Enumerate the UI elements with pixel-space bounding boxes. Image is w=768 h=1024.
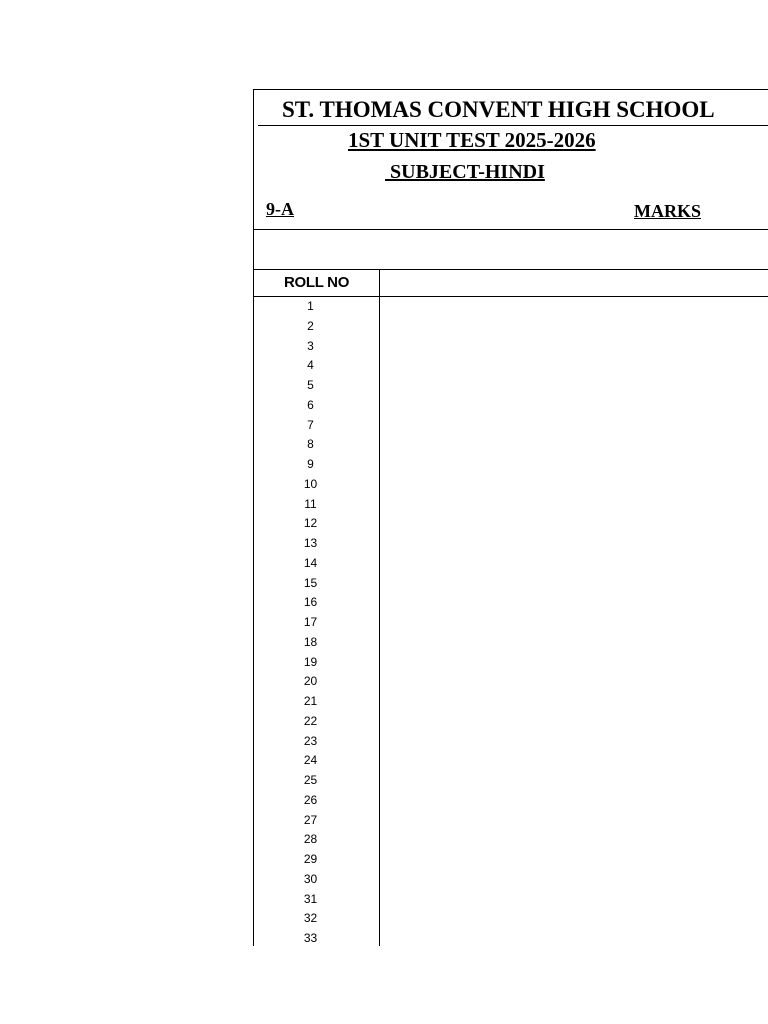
roll-number-cell: 14 — [303, 555, 318, 570]
roll-number-cell: 31 — [303, 891, 318, 906]
roll-number-cell: 18 — [303, 634, 318, 649]
roll-number-cell: 20 — [303, 674, 318, 689]
roll-number-cell: 3 — [307, 338, 314, 353]
roll-number-cell: 17 — [303, 615, 318, 629]
roll-number-cell: 30 — [303, 871, 318, 886]
roll-number-cell: 6 — [307, 397, 314, 412]
roll-number-cell: 29 — [303, 852, 318, 866]
subject-title: SUBJECT-HINDI — [385, 161, 545, 183]
roll-number-cell: 5 — [307, 378, 314, 392]
roll-number-cell: 1 — [307, 299, 314, 313]
roll-number-cell: 23 — [303, 733, 318, 748]
roll-number-cell: 7 — [307, 417, 314, 432]
roll-number-cell: 25 — [303, 773, 318, 787]
roll-number-cell: 27 — [303, 812, 318, 827]
test-title: 1ST UNIT TEST 2025-2026 — [348, 128, 596, 152]
roll-no-header: ROLL NO — [283, 274, 350, 291]
marks-label: MARKS — [634, 201, 701, 221]
divider-line — [254, 229, 768, 230]
roll-number-list — [254, 297, 367, 946]
roll-number-cell: 4 — [307, 358, 314, 373]
roll-number-cell: 26 — [303, 792, 318, 807]
marks-sheet — [253, 89, 768, 946]
roll-number-cell: 19 — [303, 654, 318, 669]
roll-number-cell: 10 — [303, 476, 318, 491]
class-label: 9-A — [266, 199, 294, 219]
roll-number-cell: 33 — [303, 931, 318, 945]
roll-number-cell: 22 — [303, 713, 318, 728]
roll-number-cell: 16 — [303, 595, 318, 610]
roll-number-cell: 2 — [307, 318, 314, 333]
roll-number-cell: 8 — [307, 437, 314, 452]
roll-number-cell: 12 — [303, 516, 318, 531]
roll-number-cell: 13 — [303, 536, 318, 550]
roll-number-cell: 9 — [307, 457, 314, 471]
roll-number-cell: 21 — [303, 694, 318, 708]
column-divider — [379, 269, 380, 946]
roll-number-cell: 32 — [303, 911, 318, 926]
roll-number-cell: 15 — [303, 575, 318, 590]
roll-number-cell: 24 — [303, 753, 318, 768]
school-name: ST. THOMAS CONVENT HIGH SCHOOL — [258, 96, 768, 126]
roll-number-cell: 11 — [304, 496, 317, 511]
roll-number-cell: 28 — [303, 832, 318, 847]
